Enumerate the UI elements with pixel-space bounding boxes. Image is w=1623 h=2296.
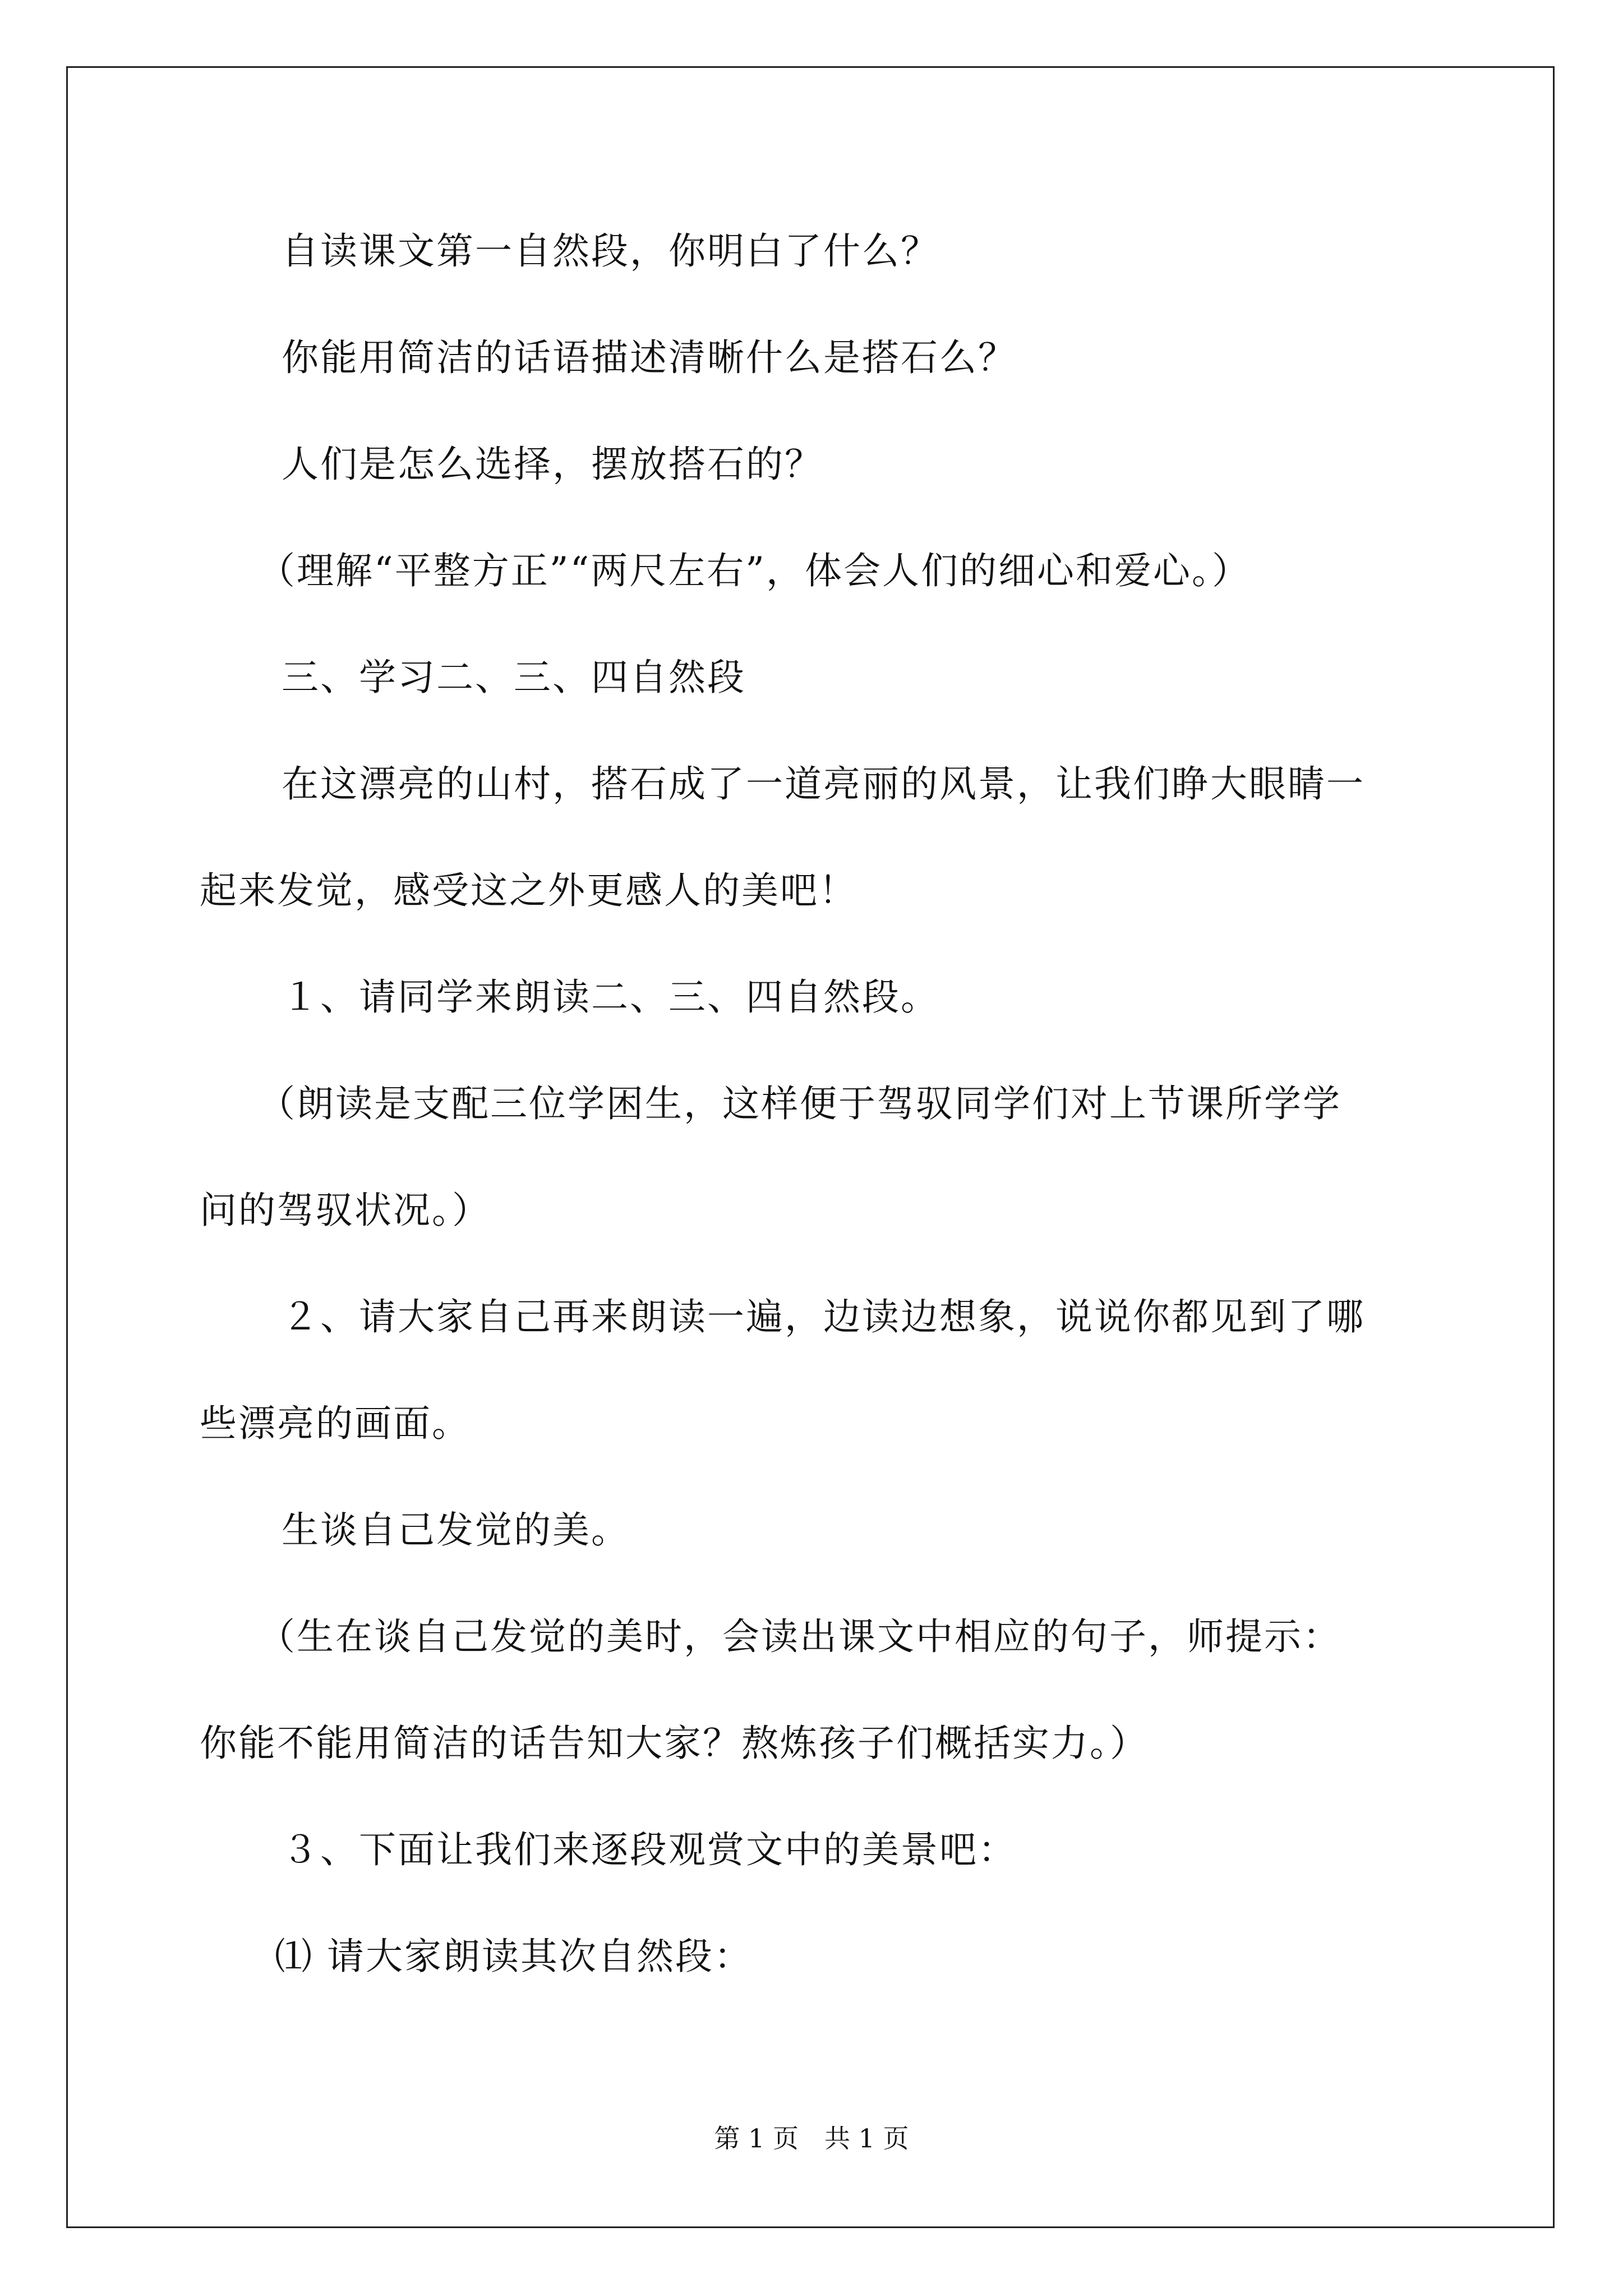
paragraph-line: 起来发觉，感受这之外更感人的美吧！ [200,869,857,912]
paragraph-line: （理解“平整方正”“两尺左右”，体会人们的细心和爱心。） [258,549,1251,592]
paragraph-line: ２、请大家自己再来朗读一遍，边读边想象，说说你都见到了哪 [282,1295,1365,1338]
paragraph-line: １、请同学来朗读二、三、四自然段。 [282,976,939,1019]
section-heading: 三、学习二、三、四自然段 [282,656,746,699]
paragraph-line: （生在谈自己发觉的美时，会读出课文中相应的句子，师提示： [258,1615,1341,1658]
page-border [66,66,1555,2228]
paragraph-line: 你能不能用简洁的话告知大家？熬炼孩子们概括实力。） [200,1722,1149,1765]
paragraph-line: ３、下面让我们来逐段观赏文中的美景吧： [282,1828,1017,1871]
paragraph-line: 人们是怎么选择，摆放搭石的？ [282,443,823,486]
paragraph-line: 些漂亮的画面。 [200,1402,471,1445]
paragraph-line: 问的驾驭状况。） [200,1189,491,1232]
paragraph-line: ⑴ 请大家朗读其次自然段： [275,1935,753,1978]
page-footer: 第 1 页 共 1 页 [714,2123,909,2154]
paragraph-line: 你能用简洁的话语描述清晰什么是搭石么？ [282,336,1017,379]
paragraph-line: 在这漂亮的山村，搭石成了一道亮丽的风景，让我们睁大眼睛一 [282,762,1365,806]
paragraph-line: 自读课文第一自然段，你明白了什么？ [282,229,939,273]
paragraph-line: （朗读是支配三位学困生，这样便于驾驭同学们对上节课所学学 [258,1082,1341,1125]
paragraph-line: 生谈自己发觉的美。 [282,1508,630,1552]
